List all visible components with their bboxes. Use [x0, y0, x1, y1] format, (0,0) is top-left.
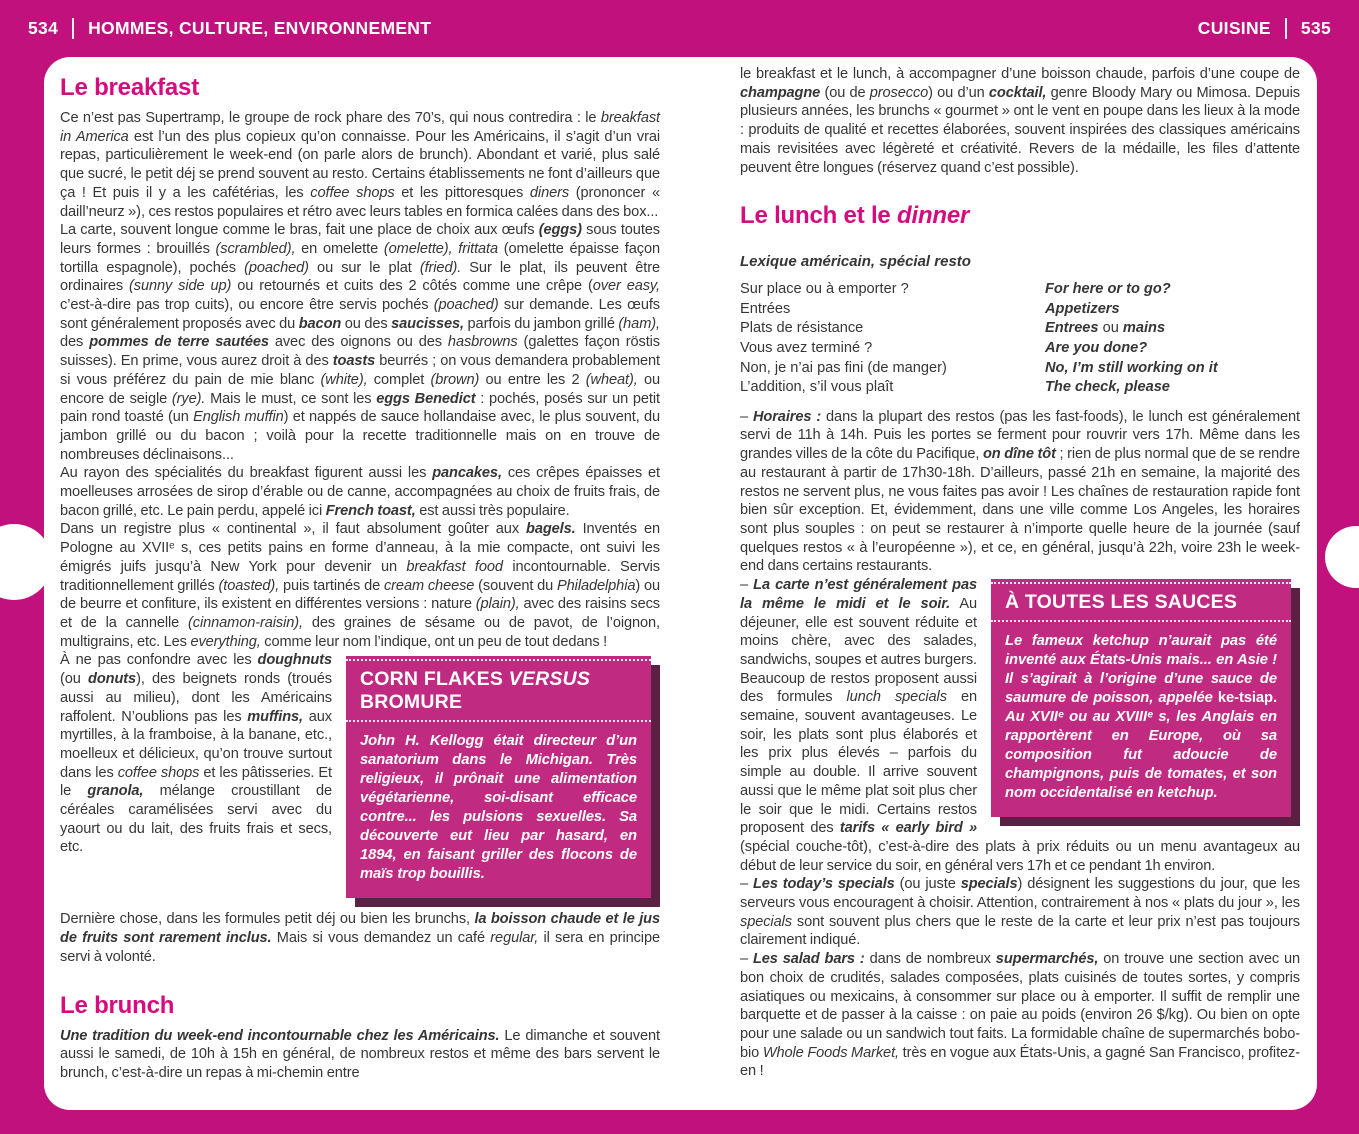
- infobox-corn-flakes-body: John H. Kellogg était directeur d’un sanatorium dans le Michigan. Très religieux, il prônait une alimentation végétarienne, soi-disant efficace contre... les pulsions sexuelles. Sa découverte eut lieu par hasard, en 1894, en faisant griller des flocons de maïs trop bouillis.: [360, 733, 637, 883]
- column-left: [60, 65, 660, 1110]
- page-header-band: [0, 0, 1359, 57]
- chapter-title-right: CUISINE: [1197, 18, 1271, 38]
- lexique-row: [740, 300, 1300, 320]
- paragraph-doughnuts: À ne pas confondre avec les doughnuts (ou donuts), des beignets ronds (troués aussi au milieu), dont les Américains raffolent. N’oublions pas les muffins, aux myrtilles, à la framboise, à la banane, etc., moelleux et délicieux, qu’on trouve surtout dans les coffee shops et les pâtisseries. Et le granola, mélange croustillant de céréales caramélisées servi avec du yaourt ou du lait, des fruits frais et secs, etc.: [60, 652, 332, 856]
- float-section-doughnuts: [60, 651, 660, 883]
- paragraph-todays-specials: – Les today’s specials (ou juste specials) désignent les suggestions du jour, que les serveurs vous encouragent à choisir. Attention, contrairement à nos « plats du jour », les specials sont souvent plus chers que le reste de la carte et leur prix n’est pas toujours clairement indiqué.: [740, 876, 1301, 949]
- lexique-row: [740, 339, 1300, 359]
- lexique-fr: L’addition, s’il vous plaît: [740, 379, 894, 396]
- header-divider-right: [1285, 18, 1287, 39]
- page-sheet: [44, 57, 1317, 1110]
- lexique-row: [740, 378, 1300, 398]
- lexique-heading: Lexique américain, spécial resto: [740, 253, 971, 271]
- paragraph-pancakes: Au rayon des spécialités du breakfast figurent aussi les pancakes, ces crêpes épaisses et moelleuses arrosées de sirop d’érable ou de canne, accompagnées au choix de fruits frais, de bacon grillé, etc. Le pain perdu, appelé ici French toast, est aussi très populaire.: [60, 465, 660, 519]
- lexique-row: [740, 319, 1300, 339]
- paragraph-brunch: Une tradition du week-end incontournable chez les Américains. Le dimanche et souvent aussi le samedi, de 10h à 15h en général, de nombreux restos et même des bars servent le brunch, c’est-à-dire un repas à mi-chemin entre: [60, 1027, 660, 1081]
- lexique-en: Are you done?: [1045, 340, 1148, 356]
- page-number-left: 534: [28, 18, 59, 38]
- lexique-en: No, I’m still working on it: [1045, 359, 1218, 376]
- page-number-right: 535: [1300, 18, 1331, 38]
- thumb-notch-right: [1325, 526, 1359, 588]
- paragraph-eggs: La carte, souvent longue comme le bras, fait une place de choix aux œufs (eggs) sous toutes leurs formes : brouillés (scrambled), en omelette (omelette), frittata (omelette épaisse façon tortilla espagnole), pochés (poached) ou sur le plat (fried). Sur le plat, ils peuvent être ordinaires (sunny side up) ou retournés et cuits des 2 côtés comme une crêpe (over easy, c’est-à-dire pas trop cuits), ou encore être servis pochés (poached) sur demande. Les œufs sont généralement proposés avec du bacon ou des saucisses, parfois du jambon grillé (ham), des pommes de terre sautées avec des oignons ou des hasbrowns (galettes façon röstis suisses). En prime, vous aurez droit à des toasts beurrés ; on vous demandera probablement si vous préférez du pain de mie blanc (white), complet (brown) ou entre les 2 (wheat), ou encore de seigle (rye). Mais le must, ce sont les eggs Benedict : pochés, posés sur un petit pain rond toasté (un English muffin) et nappés de sauce hollandaise avec, le plus souvent, du jambon grillé ou du bacon ; voilà pour la recette traditionnelle mais on en trouve de nombreuses déclinaisons...: [60, 222, 661, 463]
- section-heading-breakfast: Le breakfast: [60, 74, 199, 101]
- float-section-carte: [740, 576, 1300, 875]
- lexique-row: [740, 359, 1300, 379]
- lexique-row: [740, 280, 1300, 300]
- infobox-sauces-body: Le fameux ketchup n’aurait pas été inventé aux États-Unis mais... en Asie ! Il s’agirait à l’origine d’une sauce de saumure de poisson, appelée ke-tsiap. Au XVIIᵉ ou au XVIIIᵉ s, les Anglais en rapportèrent en Europe, où sa composition fut adoucie de champignons, puis de tomates, et son nom occidentalisé en ketchup.: [1005, 633, 1277, 802]
- column-right: [740, 65, 1300, 1110]
- infobox-corn-flakes-title: CORN FLAKES VERSUS BROMURE: [346, 659, 651, 722]
- header-right: [1198, 18, 1331, 39]
- paragraph-horaires: – Horaires : dans la plupart des restos (pas les fast-foods), le lunch est généralement servi de 11h à 14h. Puis les portes se ferment pour rouvrir vers 17h. Même dans les grandes villes de la côte du Pacifique, on dîne tôt ; rien de plus normal que de se rendre au restaurant à partir de 17h30-18h. D’ailleurs, passé 21h en semaine, la majorité des restos ne servent plus, ne vous faites pas avoir ! Les chaînes de restauration rapide font bien sûr exception. Et, évidemment, dans une ville comme Los Angeles, les horaires sont plus souples : on peut se restaurer à n’importe quelle heure de la journée (sauf quelques restos « à l’européenne »), et ce, en général, jusqu’à 22h, voire 23h le week-end dans certains restaurants.: [740, 408, 1300, 575]
- lexique-fr: Vous avez terminé ?: [740, 340, 873, 356]
- chapter-title-left: HOMMES, CULTURE, ENVIRONNEMENT: [88, 18, 432, 38]
- infobox-toutes-les-sauces: [991, 579, 1291, 817]
- lexique-en: Entrees ou mains: [1045, 320, 1166, 337]
- paragraph-boisson-chaude: Dernière chose, dans les formules petit déj ou bien les brunchs, la boisson chaude et le jus de fruits sont rarement inclus. Mais si vous demandez un café regular, il sera en principe servi à volonté.: [60, 911, 660, 965]
- lexique-en: The check, please: [1045, 379, 1170, 396]
- header-divider-left: [72, 18, 74, 39]
- lexique-table: [740, 280, 1300, 398]
- lexique-en: For here or to go?: [1045, 281, 1171, 298]
- section-heading-lunch-dinner: Le lunch et le dinner: [740, 202, 970, 230]
- lexique-fr: Sur place ou à emporter ?: [740, 281, 909, 298]
- infobox-corn-flakes: [346, 656, 651, 898]
- lexique-fr: Plats de résistance: [740, 320, 864, 337]
- lexique-fr: Entrées: [740, 300, 791, 317]
- lexique-fr: Non, je n’ai pas fini (de manger): [740, 359, 947, 376]
- paragraph-brunch-continued: le breakfast et le lunch, à accompagner d’une boisson chaude, parfois d’une coupe de champagne (ou de prosecco) ou d’un cocktail, genre Bloody Mary ou Mimosa. Depuis plusieurs années, les brunchs « gourmet » ont le vent en poupe dans les lieux à la mode : produits de qualité et recettes élaborées, souvent inspirées des classiques américains mais revisitées avec légèreté et créativité. Revers de la médaille, les files d’attente peuvent être longues (réservez quand c’est possible).: [740, 66, 1300, 176]
- lexique-en: Appetizers: [1045, 300, 1120, 317]
- header-left: [28, 18, 431, 39]
- paragraph-la-carte: – La carte n’est généralement pas la même le midi et le soir. Au déjeuner, elle est souvent réduite et moins chère, avec des salades, sandwichs, soupes et autres burgers. Beaucoup de restos proposent aussi des formules lunch specials en semaine, souvent avantageuses. Le soir, les plats sont plus élaborés et les prix plus élevés – parfois du simple au double. Il arrive souvent aussi que le même plat soit plus cher le soir que le midi. Certains restos proposent des tarifs « early bird » (spécial couche-tôt), c’est-à-dire des plats à prix réduits ou un menu avantageux au début de leur service du soir, en général vers 17h et ce pendant 1h environ.: [740, 577, 1300, 874]
- paragraph-bagels: Dans un registre plus « continental », il faut absolument goûter aux bagels. Inventés en Pologne au XVIIᵉ s, ces petits pains en forme d’anneau, à la mie compacte, ont suivi les émigrés juifs jusqu’à New York pour devenir un breakfast food incontournable. Servis traditionnellement grillés (toasted), puis tartinés de cream cheese (souvent du Philadelphia) ou de beurre et confiture, ils existent en différentes versions : nature (plain), avec des raisins secs et de la cannelle (cinnamon-raisin), des graines de sésame ou de pavot, de l’oignon, multigrains, etc. Les everything, comme leur nom l’indique, ont un peu de tout dedans !: [60, 521, 661, 650]
- paragraph-breakfast-intro: Ce n’est pas Supertramp, le groupe de rock phare des 70’s, qui nous contredira : le breakfast in America est l’un des plus copieux qu’on connaisse. Pour les Américains, il s’agit d’un vrai repas, particulièrement le week-end (on parle alors de brunch). Abondant et varié, plus salé que sucré, le petit déj se prend souvent au resto. Certains établissements ne font d’ailleurs que ça ! Et puis il y a les cafétérias, les coffee shops et les pittoresques diners (prononcer « daill’neurz »), ces restos populaires et rétro avec leurs tables en formica calées dans des box...: [60, 110, 660, 220]
- infobox-sauces-title: À TOUTES LES SAUCES: [991, 582, 1291, 622]
- section-heading-brunch: Le brunch: [60, 991, 175, 1019]
- paragraph-salad-bars: – Les salad bars : dans de nombreux supermarchés, on trouve une section avec un bon choix de crudités, salades composées, plats cuisinés de toutes sortes, y compris asiatiques ou mexicains, à consommer sur place ou à emporter. Il suffit de remplir une barquette et de passer à la caisse : on paie au poids (environ 26 $/kg). Ou bien on opte pour une salade ou un sandwich tout faits. La formidable chaîne de supermarchés bobo-bio Whole Foods Market, très en vogue aux États-Unis, a gagné San Francisco, profitez-en !: [740, 951, 1301, 1080]
